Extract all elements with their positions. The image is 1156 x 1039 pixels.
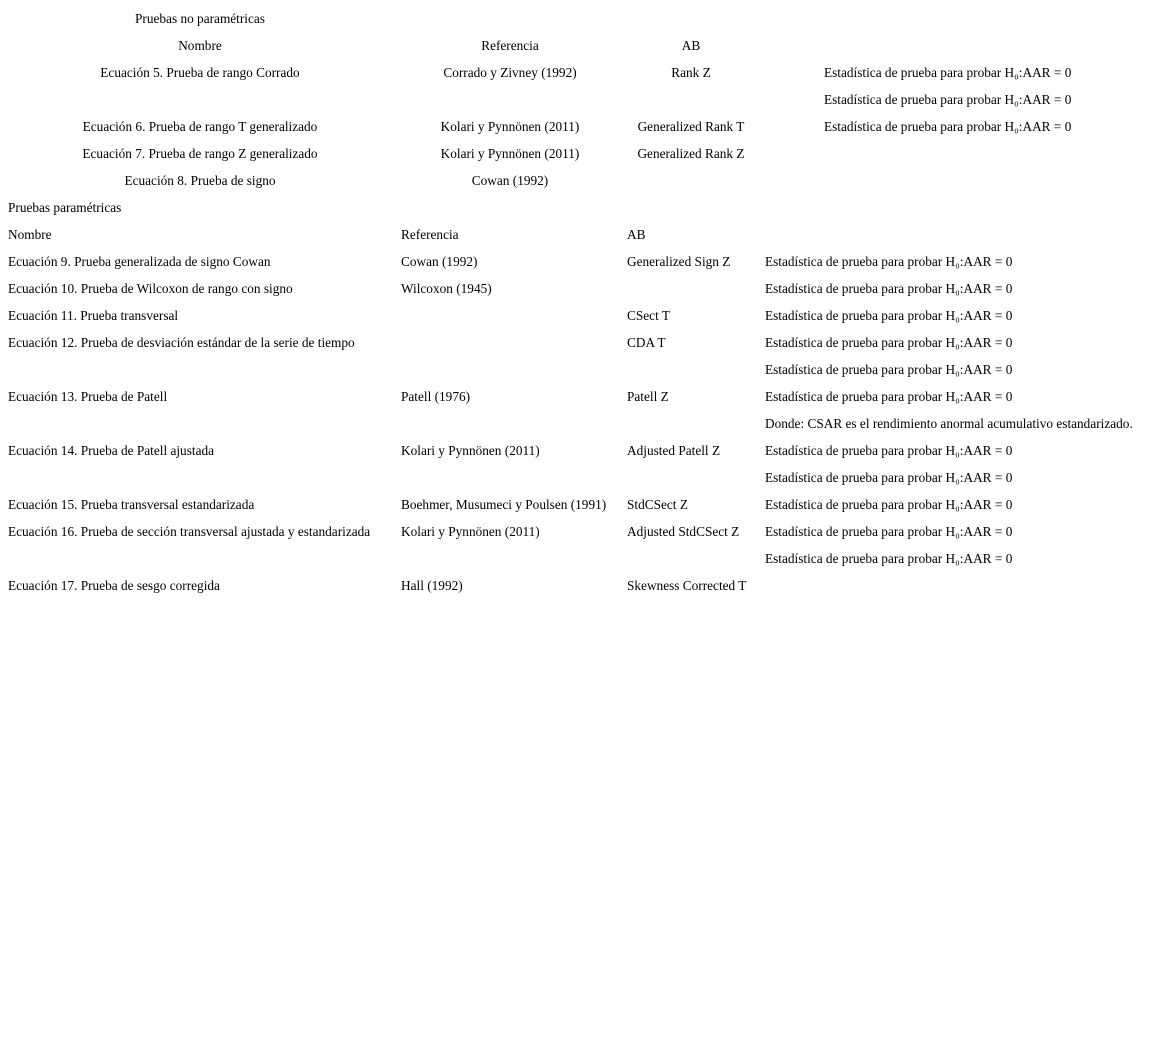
row-stat: Estadística de prueba para probar H₀:AAR = 0 [765, 335, 1013, 350]
nonparametric-title: Pruebas no paramétricas [135, 11, 265, 26]
row-stat: Estadística de prueba para probar H₀:AAR = 0 [765, 281, 1013, 296]
row-ab: StdCSect Z [627, 497, 688, 512]
row-ab: Generalized Rank Z [637, 146, 745, 161]
row-ab: Adjusted StdCSect Z [627, 524, 740, 539]
header-ab: AB [627, 227, 646, 242]
row-reference: Cowan (1992) [401, 254, 478, 269]
row-ab: Rank Z [671, 65, 711, 80]
header-reference: Referencia [481, 38, 539, 53]
row-reference: Wilcoxon (1945) [401, 281, 492, 296]
row-name: Ecuación 10. Prueba de Wilcoxon de rango con signo [8, 281, 293, 296]
row-ab: Patell Z [627, 389, 669, 404]
row-ab [626, 86, 756, 113]
row-name: Ecuación 16. Prueba de sección transversal ajustada y estandarizada [8, 524, 371, 539]
parametric-title: Pruebas paramétricas [8, 200, 122, 215]
header-name: Nombre [178, 38, 222, 53]
header-ab: AB [681, 38, 701, 53]
row-ab: Generalized Sign Z [627, 254, 731, 269]
row-stat: Estadística de prueba para probar H₀:AAR = 0 [824, 65, 1072, 80]
row-stat: Estadística de prueba para probar H₀:AAR = 0 [824, 119, 1072, 134]
row-reference: Corrado y Zivney (1992) [443, 65, 577, 80]
row-reference: Cowan (1992) [471, 173, 549, 188]
row-name: Ecuación 17. Prueba de sesgo corregida [8, 578, 220, 593]
row-reference: Patell (1976) [401, 389, 471, 404]
row-name: Ecuación 13. Prueba de Patell [8, 389, 168, 404]
row-name: Ecuación 14. Prueba de Patell ajustada [8, 443, 215, 458]
header-name: Nombre [8, 227, 52, 242]
row-ab [626, 167, 756, 194]
row-name: Ecuación 6. Prueba de rango T generalizado [82, 119, 318, 134]
row-stat: Estadística de prueba para probar H₀:AAR = 0 [765, 254, 1013, 269]
row-stat: Estadística de prueba para probar H₀:AAR = 0 [765, 524, 1013, 539]
row-name: Ecuación 7. Prueba de rango Z generalizado [82, 146, 318, 161]
row-reference: Kolari y Pynnönen (2011) [440, 146, 580, 161]
header-reference: Referencia [401, 227, 459, 242]
row-reference: Kolari y Pynnönen (2011) [401, 524, 540, 539]
row-reference: Kolari y Pynnönen (2011) [440, 119, 580, 134]
row-ab: CSect T [627, 308, 670, 323]
row-stat: Estadística de prueba para probar H₀:AAR = 0 [765, 497, 1013, 512]
row-ab: Skewness Corrected T [627, 578, 747, 593]
row-ab: Generalized Rank T [637, 119, 745, 134]
row-name: Ecuación 5. Prueba de rango Corrado [100, 65, 300, 80]
row-ab: CDA T [627, 335, 666, 350]
row-stat: Estadística de prueba para probar H₀:AAR = 0 [765, 389, 1013, 404]
row-reference: Kolari y Pynnönen (2011) [401, 443, 540, 458]
row-name: Ecuación 9. Prueba generalizada de signo Cowan [8, 254, 271, 269]
row-reference: Hall (1992) [401, 578, 463, 593]
row-stat: Estadística de prueba para probar H₀:AAR = 0 [765, 362, 1013, 377]
row-name: Ecuación 12. Prueba de desviación estándar de la serie de tiempo [8, 335, 355, 350]
row-reference [400, 86, 620, 113]
row-name: Ecuación 15. Prueba transversal estandarizada [8, 497, 255, 512]
row-stat: Donde: CSAR es el rendimiento anormal acumulativo estandarizado. [765, 416, 1133, 431]
row-reference: Boehmer, Musumeci y Poulsen (1991) [401, 497, 607, 512]
row-stat: Estadística de prueba para probar H₀:AAR = 0 [765, 308, 1013, 323]
row-stat: Estadística de prueba para probar H₀:AAR = 0 [765, 551, 1013, 566]
row-stat: Estadística de prueba para probar H₀:AAR = 0 [765, 470, 1013, 485]
row-ab: Adjusted Patell Z [627, 443, 721, 458]
row-stat: Estadística de prueba para probar H₀:AAR = 0 [765, 443, 1013, 458]
row-stat: Estadística de prueba para probar H₀:AAR = 0 [824, 92, 1072, 107]
row-name: Ecuación 11. Prueba transversal [8, 308, 179, 323]
row-name [40, 86, 360, 113]
row-name: Ecuación 8. Prueba de signo [124, 173, 276, 188]
